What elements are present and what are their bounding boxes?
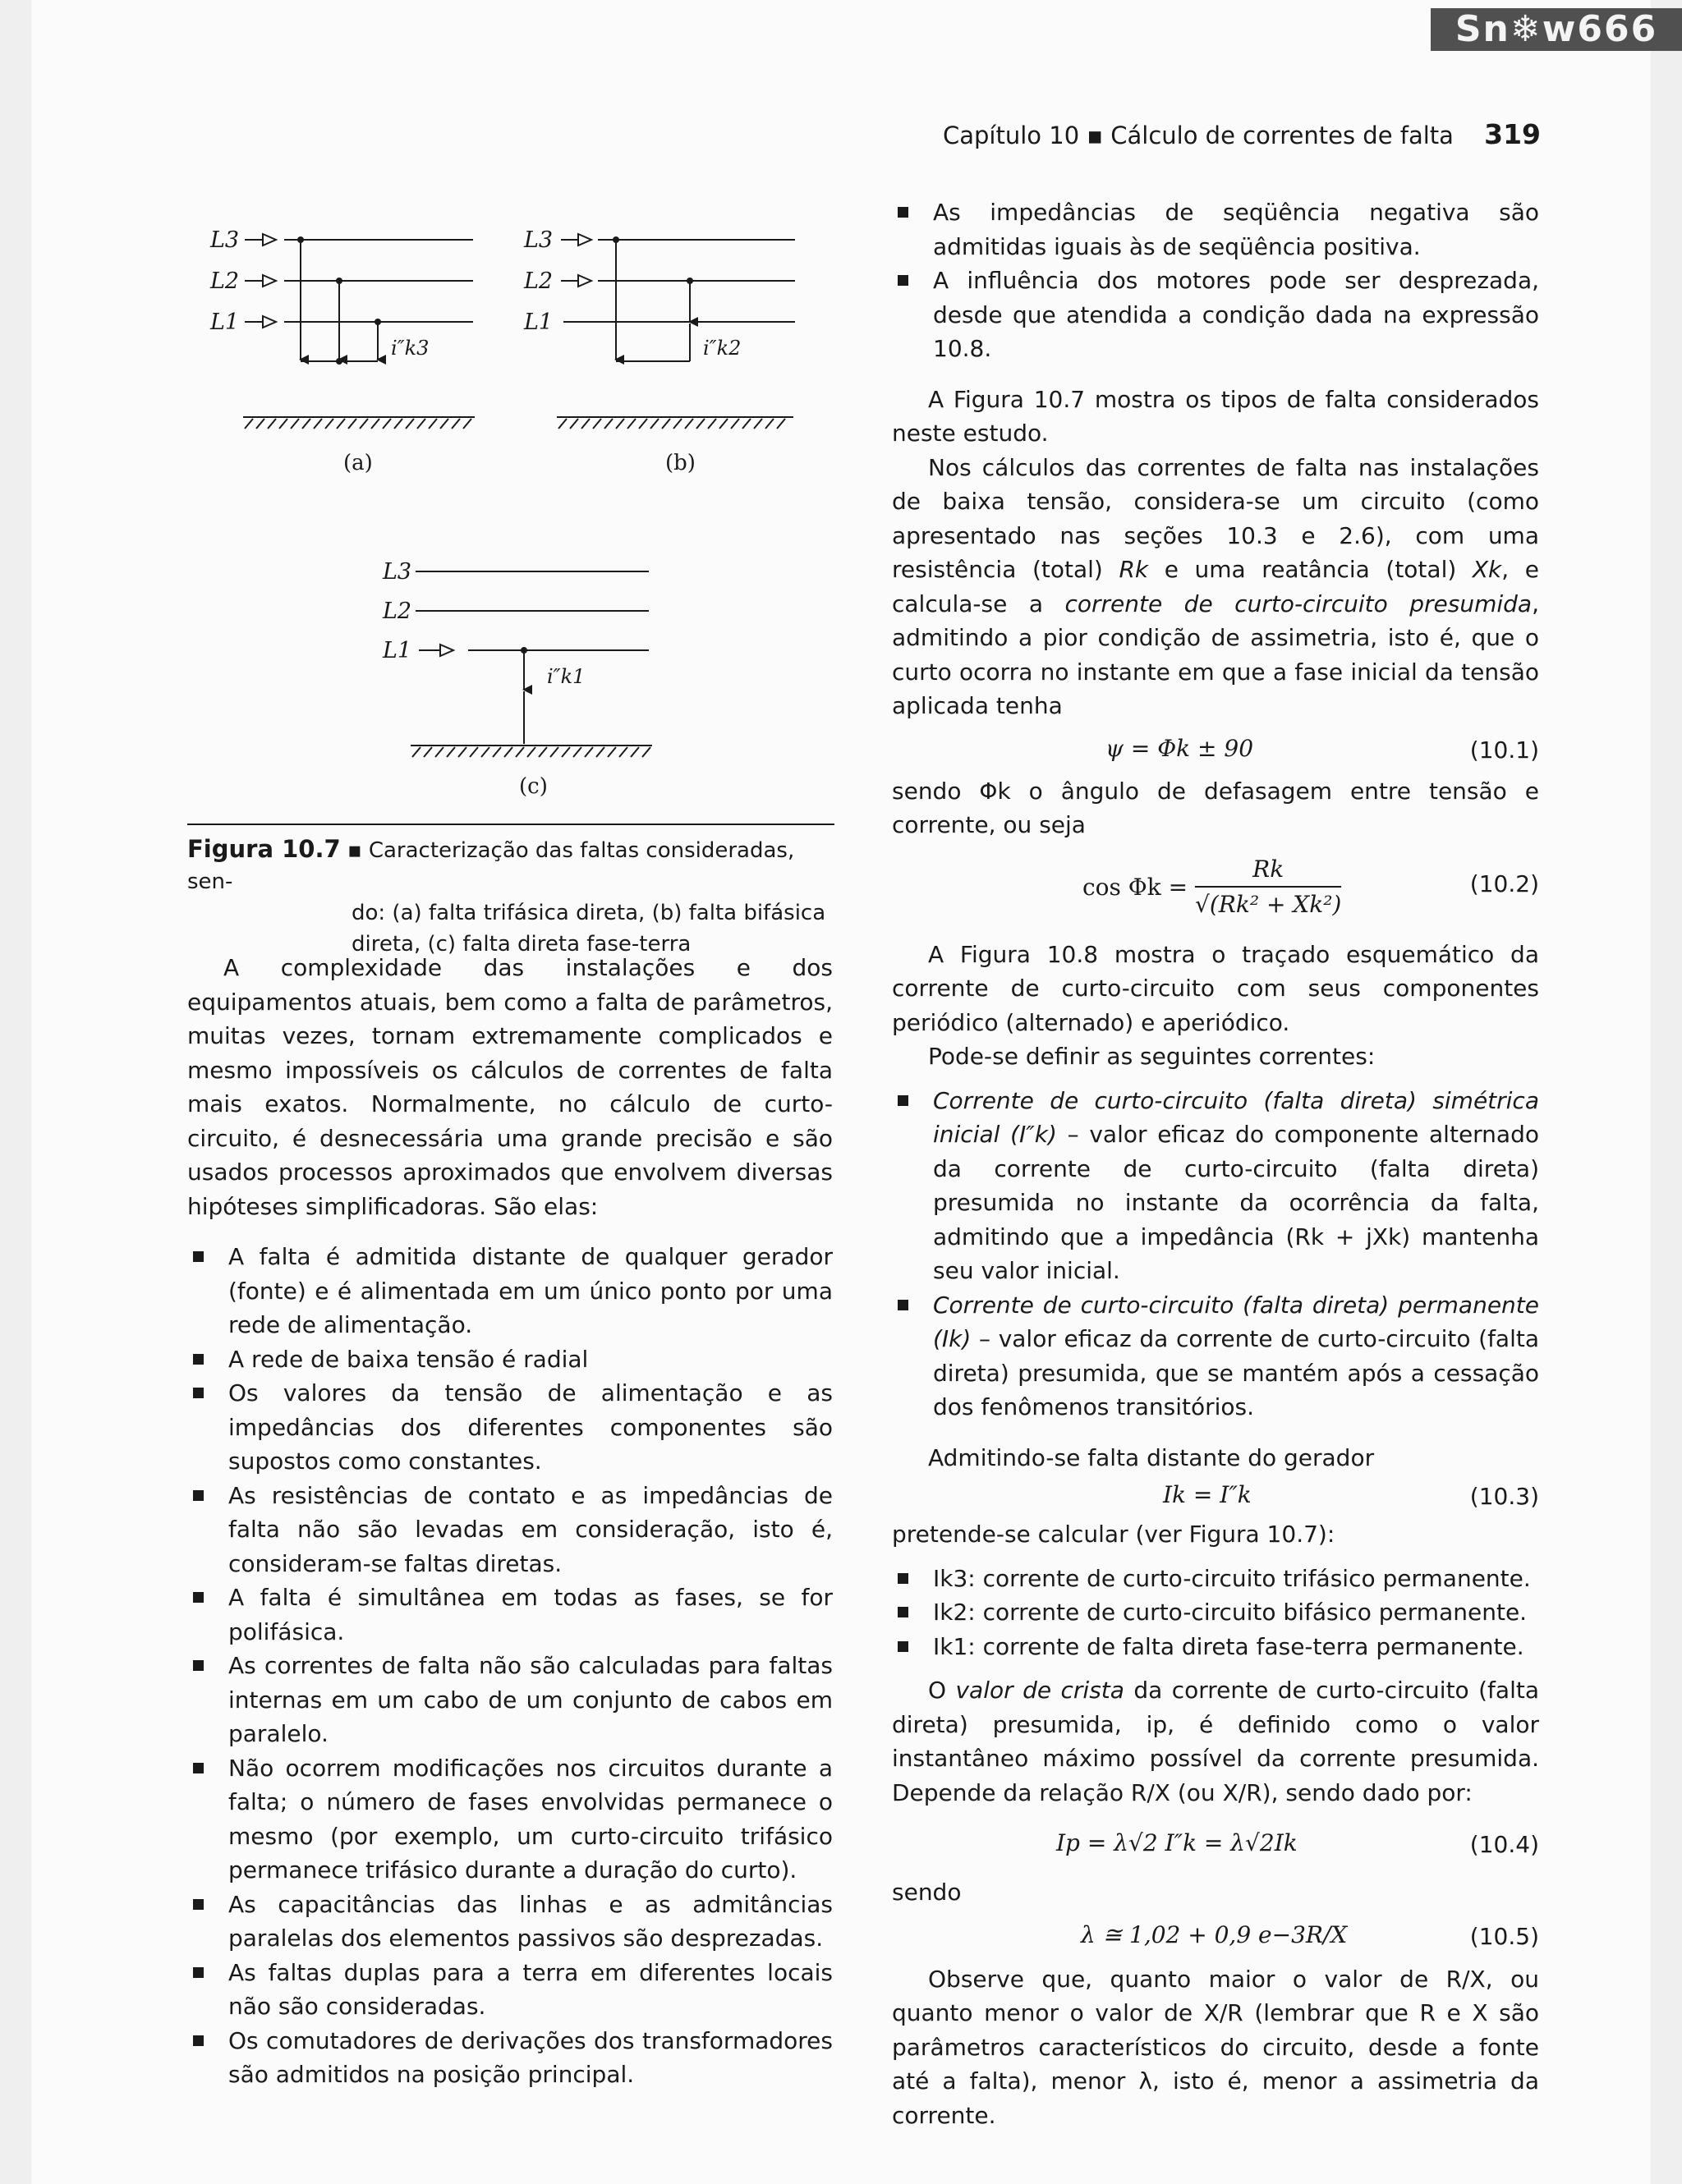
chapter-title: Capítulo 10 ▪ Cálculo de correntes de falta [943, 122, 1454, 149]
panel-a-current: i″k3 [391, 337, 430, 360]
panel-b-line-l3: L3 [524, 227, 554, 253]
list-item: Corrente de curto-circuito (falta direta) permanente (Ik) – valor eficaz da corrente de curto-circuito (falta direta) presumida, que se mantém após a cessação dos fenômenos transitórios. [892, 1288, 1539, 1425]
equation-10-4: Ip = λ√2 I″k = λ√2Ik (10.4) [1056, 1829, 1539, 1858]
list-item: Os valores da tensão de alimentação e as impedâncias dos diferentes componentes são supostos como constantes. [187, 1376, 833, 1479]
paragraph: O valor de crista da corrente de curto-circuito (falta direta) presumida, ip, é definido como o valor instantâneo máximo possível da corrente presumida. Depende da relação R/X (ou X/R), sendo dado por: [892, 1677, 1539, 1806]
panel-c-line-l2: L2 [383, 599, 412, 624]
figure-number: Figura 10.7 [187, 835, 341, 863]
list-item: A falta é admitida distante de qualquer gerador (fonte) e é alimentada em um único ponto por uma rede de alimentação. [187, 1240, 833, 1342]
panel-a-line-l2: L2 [210, 268, 240, 294]
panel-b-label: (b) [665, 451, 696, 475]
assumptions-list-continued [892, 195, 1539, 366]
list-item: A influência dos motores pode ser desprezada, desde que atendida a condição dada na expressão 10.8. [892, 264, 1539, 366]
paragraph: Admitindo-se falta distante do gerador [928, 1443, 1375, 1471]
caption-rest: do: (a) falta trifásica direta, (b) falta bifásica direta, (c) falta direta fase-terra [352, 901, 826, 957]
panel-b-current: i″k2 [703, 337, 742, 360]
paragraph: Pode-se definir as seguintes correntes: [928, 1043, 1376, 1070]
equation-10-2: cos Φk = $\frac{Rk}{\text{√(Rk² + Xk²)}}$ (10.2) [892, 842, 1539, 928]
paragraph: Nos cálculos das correntes de falta nas instalações de baixa tensão, considera-se um circuito (como apresentado nas seções 10.3 e 2.6), com uma resistência (total) Rk e uma reatância (total) Xk, e calcula-se a corrente de curto-circuito presumida, admitindo a pior condição de assimetria, isto é, que o curto ocorra no instante em que a fase inicial da tensão aplicada tenha [892, 453, 1540, 719]
figure-10-7 [187, 213, 844, 805]
list-item: As correntes de falta não são calculadas para faltas internas em um cabo de um conjunto de cabos em paralelo. [187, 1649, 833, 1751]
list-item: As capacitâncias das linhas e as admitâncias paralelas dos elementos passivos são desprezadas. [187, 1888, 833, 1956]
left-column [187, 951, 833, 2092]
paragraph: A Figura 10.8 mostra o traçado esquemático da corrente de curto-circuito com seus componentes periódico (alternado) e aperiódico. [892, 940, 1539, 1036]
panel-c-label: (c) [519, 774, 548, 799]
list-item: Ik3: corrente de curto-circuito trifásico permanente. [892, 1562, 1539, 1596]
figure-caption [187, 824, 834, 960]
panel-a-label: (a) [343, 451, 373, 475]
right-column [892, 195, 1539, 2132]
paragraph: sendo Φk o ângulo de defasagem entre tensão e corrente, ou seja [892, 777, 1539, 838]
panel-b-line-l1: L1 [524, 310, 554, 335]
panel-c-line-l1: L1 [383, 638, 412, 663]
caption-first-line: ▪ Caracterização das faltas consideradas, sen- [187, 838, 795, 894]
watermark-logo: Sn❄w666 [1431, 8, 1682, 51]
paragraph: A Figura 10.7 mostra os tipos de falta considerados neste estudo. [892, 385, 1539, 447]
equation-10-5: λ ≅ 1,02 + 0,9 e−3R/X (10.5) [1081, 1920, 1539, 1950]
panel-b-line-l2: L2 [524, 268, 554, 294]
definitions-list [892, 1084, 1539, 1425]
list-item: A rede de baixa tensão é radial [187, 1342, 833, 1377]
list-item: As impedâncias de seqüência negativa são admitidas iguais às de seqüência positiva. [892, 195, 1539, 264]
paragraph: pretende-se calcular (ver Figura 10.7): [892, 1521, 1335, 1548]
hypotheses-list [187, 1240, 833, 2092]
list-item: As faltas duplas para a terra em diferentes locais não são consideradas. [187, 1956, 833, 2024]
paragraph: sendo [892, 1879, 962, 1906]
panel-c-line-l3: L3 [383, 559, 412, 585]
equation-10-1: ψ = Φk ± 90 (10.1) [1105, 734, 1539, 764]
list-item: Corrente de curto-circuito (falta direta) simétrica inicial (I″k) – valor eficaz do componente alternado da corrente de curto-circuito (falta direta) presumida no instante da ocorrência da falta, admitindo que a impedância (Rk + jXk) mantenha seu valor inicial. [892, 1084, 1539, 1288]
panel-a-line-l3: L3 [210, 227, 240, 253]
equation-10-3: Ik = I″k (10.3) [1163, 1481, 1539, 1510]
list-item: Os comutadores de derivações dos transformadores são admitidos na posição principal. [187, 2024, 833, 2092]
list-item: Não ocorrem modificações nos circuitos durante a falta; o número de fases envolvidas permanece o mesmo (por exemplo, um curto-circuito trifásico permanece trifásico durante a duração do curto). [187, 1751, 833, 1888]
list-item: As resistências de contato e as impedâncias de falta não são levadas em consideração, isto é, consideram-se faltas diretas. [187, 1479, 833, 1581]
page-number: 319 [1484, 118, 1541, 150]
list-item: Ik2: corrente de curto-circuito bifásico permanente. [892, 1595, 1539, 1630]
panel-c-current: i″k1 [547, 665, 586, 688]
paragraph: Observe que, quanto maior o valor de R/X, ou quanto menor o valor de X/R (lembrar que R e X são parâmetros característicos do circuito, desde a fonte até a falta), menor λ, isto é, menor a assimetria da corrente. [892, 1965, 1539, 2129]
page-header [943, 118, 1541, 158]
intro-paragraph: A complexidade das instalações e dos equipamentos atuais, bem como a falta de parâmetros, muitas vezes, tornam extremamente complicados e mesmo impossíveis os cálculos de correntes de falta mais exatos. Normalmente, no cálculo de curto-circuito, é desnecessária uma grande precisão e são usados processos aproximados que envolvem diversas hipóteses simplificadoras. São elas: [187, 954, 833, 1220]
panel-a-line-l1: L1 [210, 310, 240, 335]
list-item: Ik1: corrente de falta direta fase-terra permanente. [892, 1630, 1539, 1664]
currents-list [892, 1562, 1539, 1664]
list-item: A falta é simultânea em todas as fases, se for polifásica. [187, 1581, 833, 1649]
